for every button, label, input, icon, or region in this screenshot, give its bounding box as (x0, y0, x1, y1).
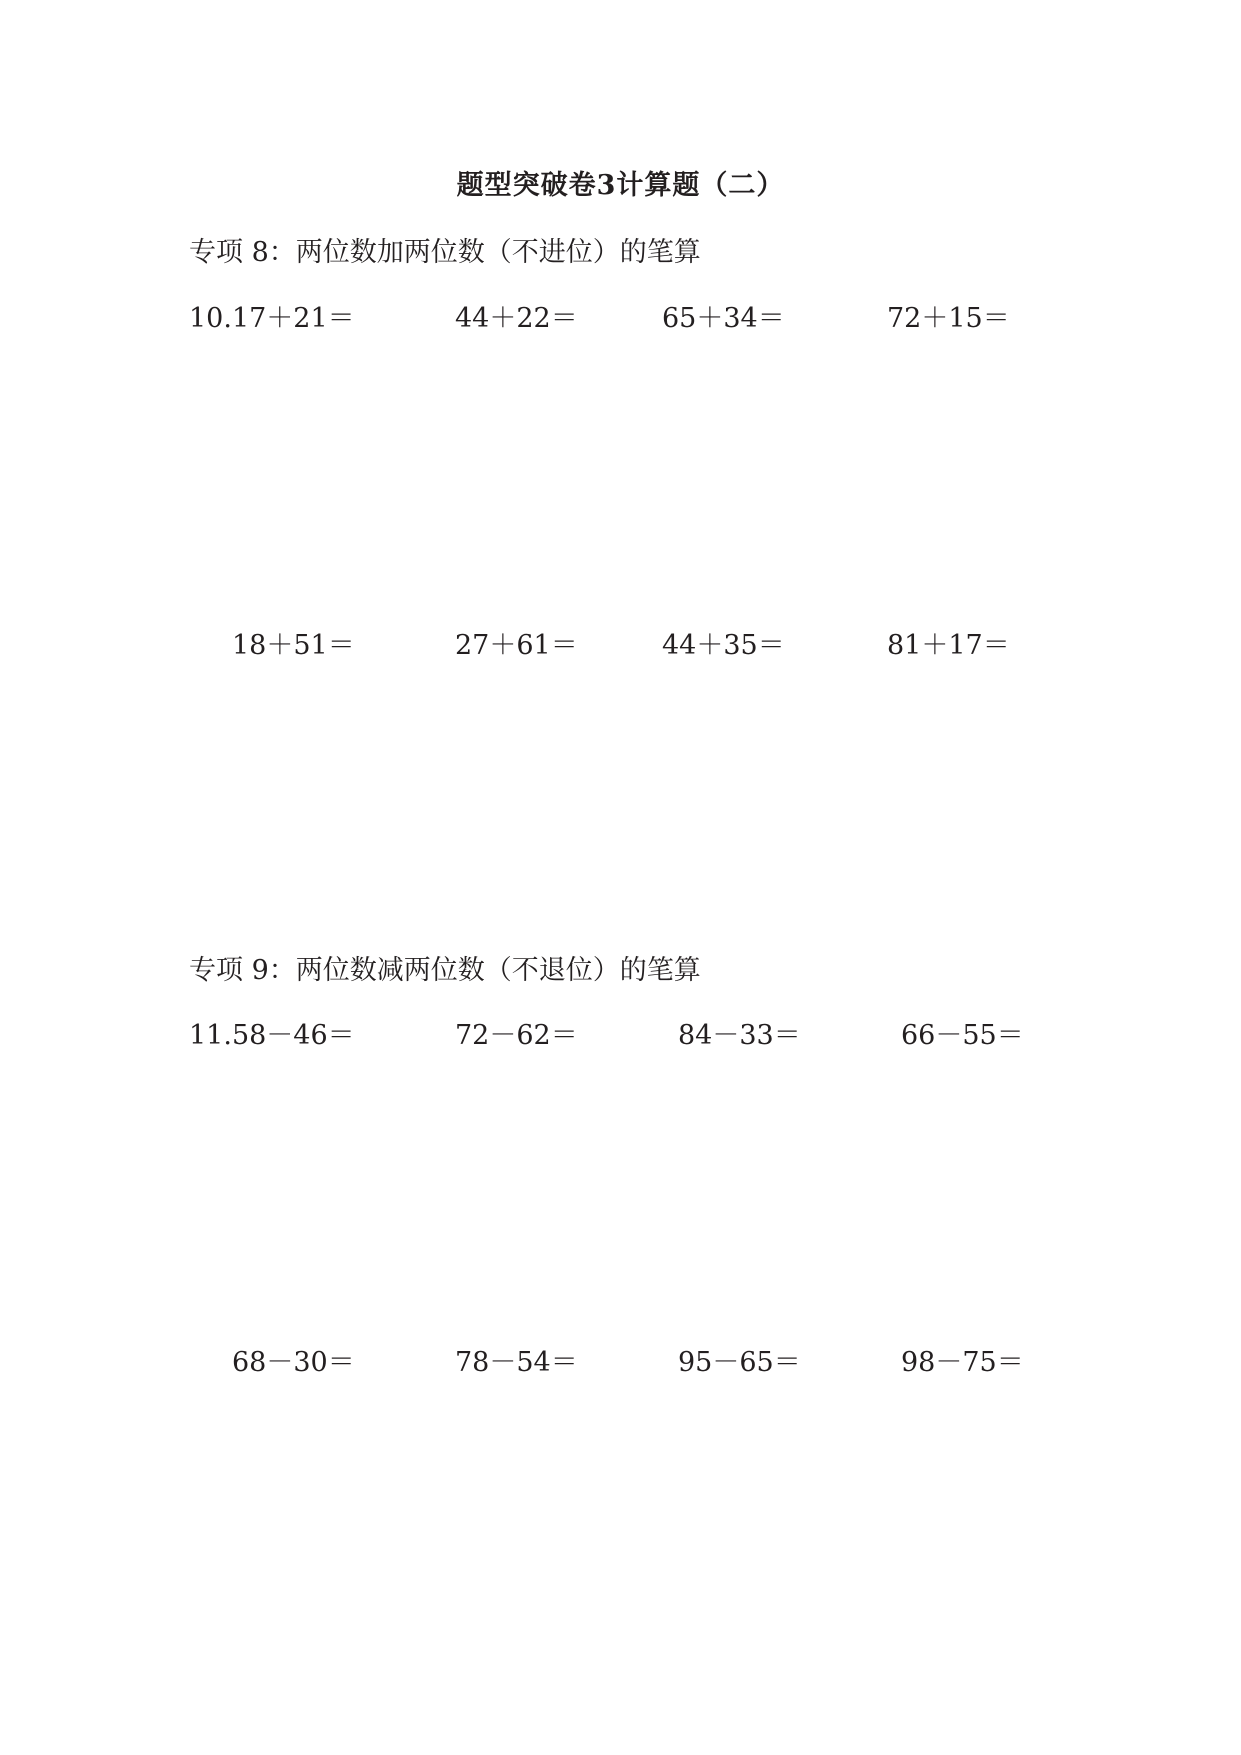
problem-10: 10.17＋21＝ (189, 303, 355, 334)
problem: 44＋35＝ (662, 630, 785, 661)
problem: 68－30＝ (232, 1347, 355, 1378)
problem: 81＋17＝ (887, 630, 1010, 661)
problem: 27＋61＝ (455, 630, 578, 661)
problem: 78－54＝ (455, 1347, 578, 1378)
section-9-heading: 专项 9：两位数减两位数（不退位）的笔算 (189, 955, 701, 986)
problem: 72＋15＝ (887, 303, 1010, 334)
page-title: 题型突破卷3计算题（二） (456, 170, 785, 201)
problem: 44＋22＝ (455, 303, 578, 334)
problem: 98－75＝ (901, 1347, 1024, 1378)
problem: 84－33＝ (678, 1020, 801, 1051)
section-8-heading: 专项 8：两位数加两位数（不进位）的笔算 (189, 237, 701, 268)
problem: 72－62＝ (455, 1020, 578, 1051)
problem-11: 11.58－46＝ (189, 1020, 355, 1051)
problem: 65＋34＝ (662, 303, 785, 334)
problem: 66－55＝ (901, 1020, 1024, 1051)
problem: 18＋51＝ (232, 630, 355, 661)
problem: 95－65＝ (678, 1347, 801, 1378)
